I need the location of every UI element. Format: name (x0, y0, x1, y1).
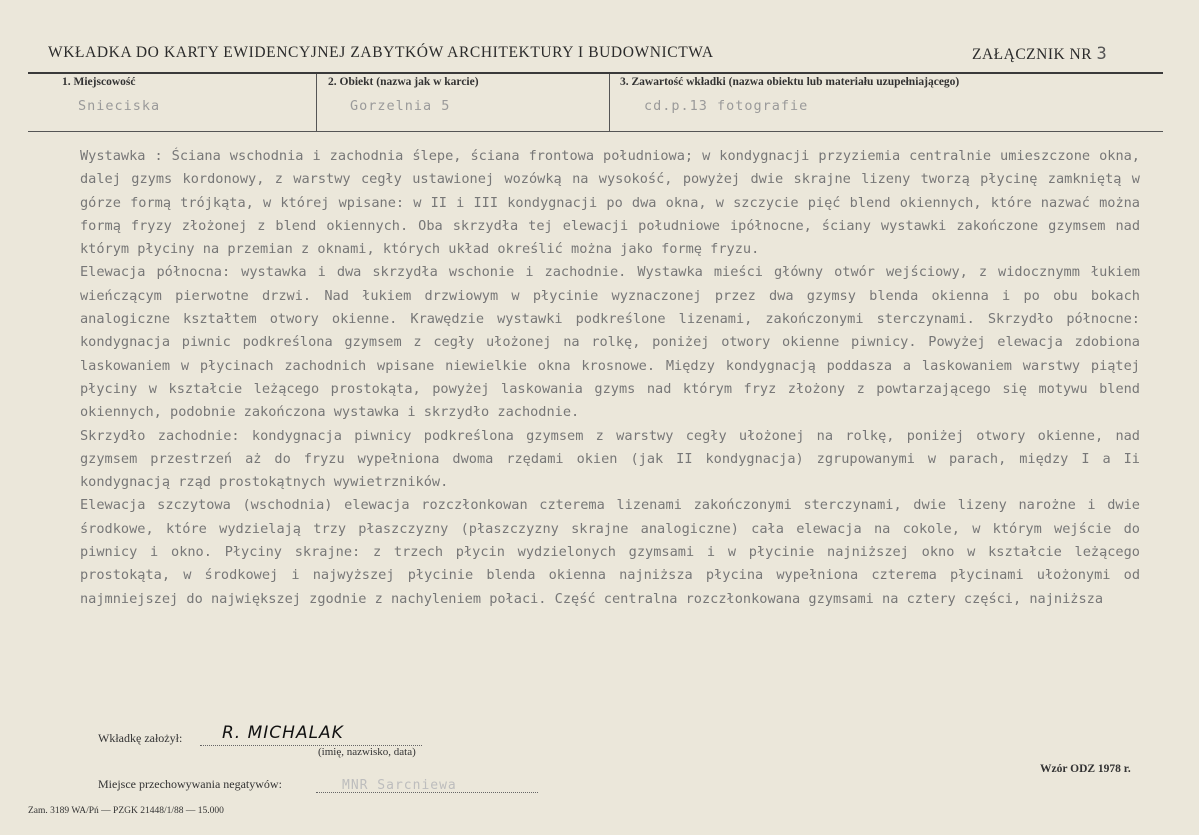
founder-label: Wkładkę założył: (98, 731, 183, 745)
form-code: Wzór ODZ 1978 r. (1040, 763, 1131, 775)
field-value-locality: Snieciska (78, 98, 161, 114)
paragraph-tower: Wystawka : Ściana wschodnia i zachodnia ślepe, ściana frontowa południowa; w kondygnacji przyziemia centralnie umieszczone okna, dalej gzyms kordonowy, z warstwy cegły ustawionej wozówką na wysokość, powyżej dwie skrajne lizeny tworzą płycinę zamkniętą w górze formą trójkąta, w której wpisane: w II i III kondygnacji po dwa okna, w szczycie pięć blend okiennych, które nazwać można formą fryzy złożonej z blend okiennych. Oba skrzydła tej elewacji południowe ipółnocne, ściany wystawki zakończone gzymsem nad którym płyciny na przemian z oknami, których układ określić można jako formę fryzu. (80, 148, 1140, 258)
field-label-object: 2. Obiekt (nazwa jak w karcie) (328, 76, 479, 88)
annex-number: 3 (1096, 44, 1108, 64)
paragraph-gable-elevation: Elewacja szczytowa (wschodnia) elewacja rozczłonkowan czterema lizenami zakończonymi sterczynami, dwie lizeny narożne i dwie środkowe, które wydzielają trzy płaszczyzny (płaszczyzny skrajne analogiczne) cała elewacja na cokole, w którym wejście do piwnicy i okno. Płyciny skrajne: z trzech płycin wydzielonych gzymsami i w płycinie najniższej okno w kształcie leżącego prostokąta, w środkowej i najwyższej płycinie blenda okienna najniższa płycina wypełniona czterema płycinami ułożonymi od najmniejszej do największej zgodnie z nachyleniem połaci. Część centralna rozczłonkowana gzymsami na cztery części, najniższa (80, 497, 1140, 607)
annex-label (972, 44, 1107, 64)
founder-signature: R. MICHALAK (222, 723, 344, 743)
field-divider-1 (316, 74, 317, 131)
paragraph-north-elevation: Elewacja północna: wystawka i dwa skrzydła wschonie i zachodnie. Wystawka mieści główny otwór wejściowy, z widocznymm łukiem wieńczącym pierwotne drzwi. Nad łukiem drzwiowym w płycinie wyznaczonej przez dwa gzymsy blenda okienna i po obu bokach analogiczne kształtem otwory okienne. Krawędzie wystawki podkreślone lizenami, zakończonymi sterczynami. Skrzydło północne: kondygnacja piwnic podkreślona gzymsem z cegły ułożonej na rolkę, poniżej otwory okienne piwnicy. Powyżej elewacja zdobiona laskowaniem w płycinach zachodnich wpisane niewielkie okna krosnowe. Między kondygnacją poddasza a laskowaniem warstwy piątej płyciny w kształcie leżącego prostokąta, powyżej laskowania gzyms nad którym fryz złożony z powtarzającego się motywu blend okiennych, podobnie zakończona wystawka i skrzydło zachodnie. (80, 264, 1140, 421)
field-label-locality: 1. Miejscowość (62, 76, 136, 88)
top-rule (28, 72, 1163, 74)
field-divider-2 (609, 74, 610, 131)
description-text (80, 145, 1140, 611)
form-title: WKŁADKA DO KARTY EWIDENCYJNEJ ZABYTKÓW ARCHITEKTURY I BUDOWNICTWA (48, 44, 714, 61)
negatives-label: Miejsce przechowywania negatywów: (98, 777, 282, 791)
field-label-contents: 3. Zawartość wkładki (nazwa obiektu lub materiału uzupełniającego) (620, 76, 960, 88)
paragraph-west-wing: Skrzydło zachodnie: kondygnacja piwnicy podkreślona gzymsem z warstwy cegły ułożonej na rolkę, poniżej otwory okienne, nad gzymsem przestrzeń aż do fryzu wypełniona dwoma rzędami okien (jak II kondygnacja) zgrupowanymi w parach, między I a Ii kondygnacją rząd prostokątnych wywietrzników. (80, 427, 1140, 491)
print-footer: Zam. 3189 WA/Pń — PZGK 21448/1/88 — 15.000 (28, 806, 224, 816)
field-value-contents: cd.p.13 fotografie (644, 98, 809, 114)
fields-bottom-rule (28, 131, 1163, 132)
field-value-object: Gorzelnia 5 (350, 98, 451, 114)
founder-sublabel: (imię, nazwisko, data) (318, 746, 416, 758)
annex-label-text: ZAŁĄCZNIK NR (972, 46, 1093, 63)
negatives-value: MNR Sarcniewa (342, 778, 457, 793)
